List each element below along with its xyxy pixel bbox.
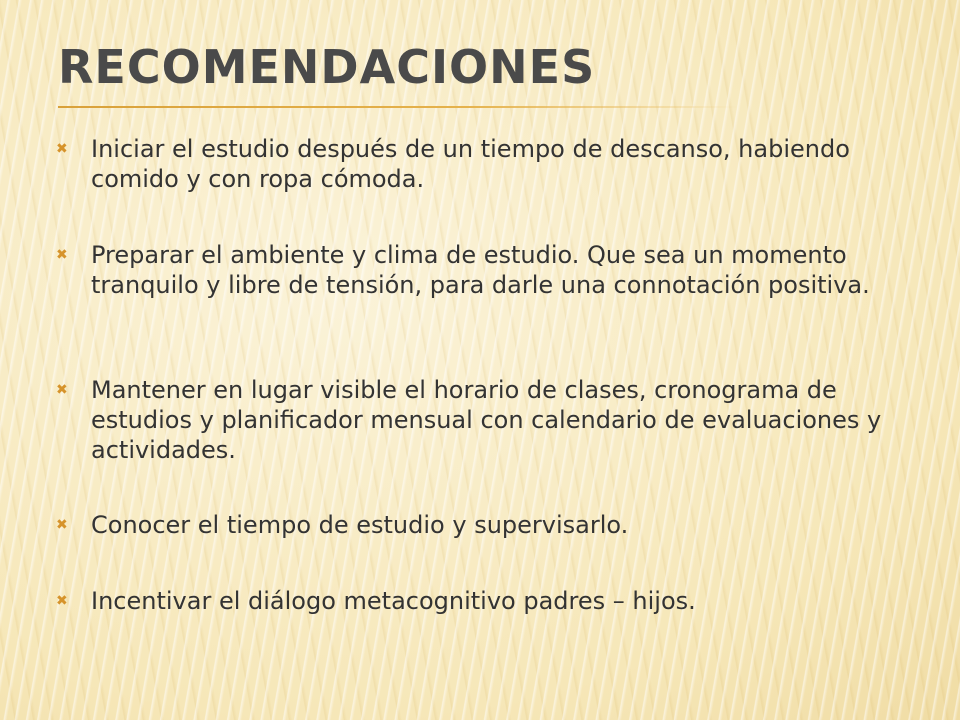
x-bullet-icon: ✖ xyxy=(56,382,68,398)
bullet-text: Incentivar el diálogo metacognitivo padres – hijos. xyxy=(91,587,696,615)
x-bullet-icon: ✖ xyxy=(56,517,68,533)
x-bullet-icon: ✖ xyxy=(56,247,68,263)
bullet-text: Conocer el tiempo de estudio y supervisarlo. xyxy=(91,511,629,539)
bullet-text: Iniciar el estudio después de un tiempo de descanso, habiendo comido y con ropa cómoda. xyxy=(91,135,850,193)
bullet-text: Preparar el ambiente y clima de estudio. Que sea un momento tranquilo y libre de tensión, para darle una connotación positiva. xyxy=(91,241,870,299)
x-bullet-icon: ✖ xyxy=(56,141,68,157)
title-underline xyxy=(58,106,738,108)
bullet-text: Mantener en lugar visible el horario de clases, cronograma de estudios y planificador mensual con calendario de evaluaciones y actividades. xyxy=(91,376,882,464)
x-bullet-icon: ✖ xyxy=(56,593,68,609)
slide-title: RECOMENDACIONES xyxy=(58,40,596,94)
